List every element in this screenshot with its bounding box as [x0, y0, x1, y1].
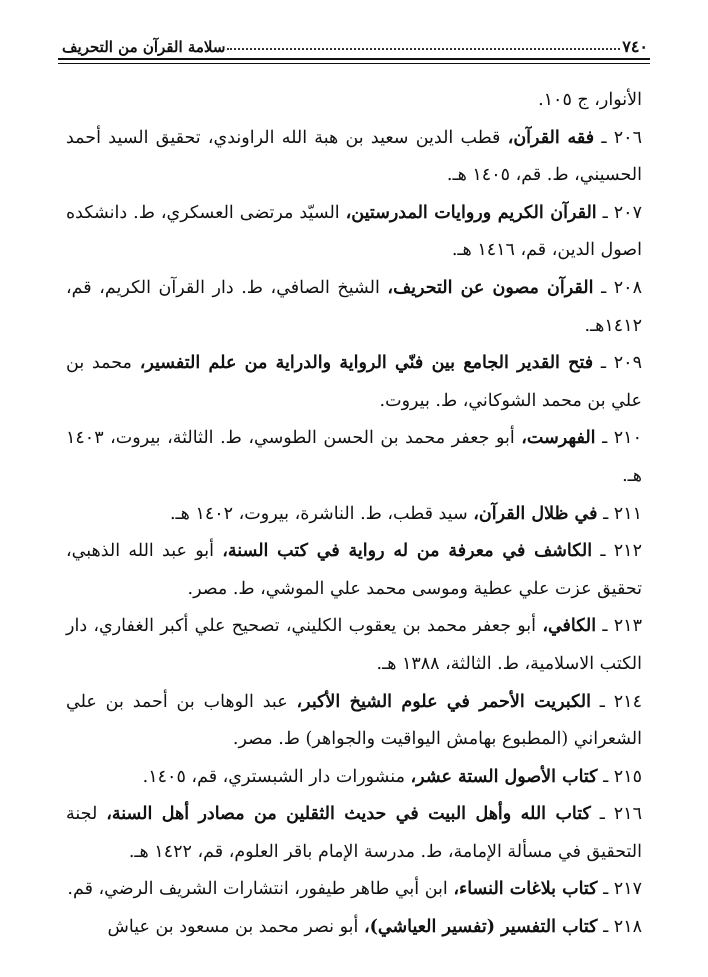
bibliography-entry — [66, 684, 642, 759]
entry-title: القرآن مصون عن التحريف، — [387, 277, 594, 298]
page-number: ٧٤٠ — [622, 37, 648, 56]
entry-number: ٢٠٧ ـ — [602, 202, 642, 223]
entry-number: ٢٠٩ ـ — [600, 353, 642, 374]
entry-details: أبو جعفر محمد بن يعقوب الكليني، تصحيح علي أكبر الغفاري، دار الكتب الاسلامية، ط. الثالثة، ١٣٨٨ هـ. — [66, 616, 642, 674]
entry-details: السيّد مرتضى العسكري، ط. دانشكده اصول الدين، قم، ١٤١٦ هـ. — [66, 202, 642, 261]
entry-title: الكاشف في معرفة من له رواية في كتب السنة، — [222, 541, 593, 562]
entry-number: ٢١١ ـ — [603, 503, 642, 524]
entry-title: الكبريت الأحمر في علوم الشيخ الأكبر، — [296, 691, 591, 712]
entry-number: ٢١٢ ـ — [600, 541, 642, 562]
entry-number: ٢١٨ ـ — [603, 917, 642, 938]
bibliography-entry — [66, 345, 642, 420]
bibliography-entry — [66, 420, 642, 495]
bibliography-entry — [66, 120, 642, 195]
running-header — [58, 30, 650, 56]
bibliography-entry — [66, 533, 642, 608]
entry-details: منشورات دار الشبستري، قم، ١٤٠٥. — [142, 766, 405, 787]
entry-title: القرآن الكريم وروايات المدرستين، — [345, 202, 597, 223]
bibliography-entry — [66, 909, 642, 947]
entry-title: كتاب بلاغات النساء، — [453, 879, 598, 900]
header-leader-dots — [227, 48, 620, 50]
entry-title: في ظلال القرآن، — [473, 503, 598, 524]
entry-details: لجنة التحقيق في مسألة الإمامة، ط. مدرسة الإمام باقر العلوم، قم، ١٤٢٢ هـ. — [66, 804, 642, 862]
entry-number: ٢٠٦ ـ — [601, 127, 642, 148]
running-title: سلامة القرآن من التحريف — [62, 38, 226, 56]
entry-title: الكافي، — [542, 616, 597, 637]
entry-details: أبو عبد الله الذهبي، تحقيق عزت علي عطية وموسى محمد علي الموشي، ط. مصر. — [66, 541, 642, 599]
bibliography-entry — [66, 759, 642, 797]
bibliography-entry — [66, 195, 642, 270]
entry-number: ٢١٣ ـ — [602, 616, 642, 637]
entry-details: ابن أبي طاهر طيفور، انتشارات الشريف الرضي، قم. — [67, 879, 448, 900]
header-rule-thin — [58, 63, 650, 64]
entry-title: فتح القدير الجامع بين فنّي الرواية والدراية من علم التفسير، — [139, 353, 594, 374]
entry-details: قطب الدين سعيد بن هبة الله الراوندي، تحقيق السيد أحمد الحسيني، ط. قم، ١٤٠٥ هـ. — [66, 127, 642, 186]
bibliography-list — [66, 82, 642, 947]
entry-title: الفهرست، — [521, 428, 596, 449]
entry-details: أبو نصر محمد بن مسعود بن عياش — [107, 917, 359, 938]
bibliography-entry: الأنوار، ج ١٠٥. — [538, 90, 642, 110]
entry-number: ٢١٤ ـ — [599, 691, 642, 712]
entry-number: ٢١٠ ـ — [602, 428, 642, 449]
entry-title: كتاب التفسير (تفسير العياشي)، — [363, 917, 598, 938]
bibliography-entry — [66, 496, 642, 534]
entry-number: ٢٠٨ ـ — [601, 277, 642, 298]
entry-number: ٢١٦ ـ — [599, 804, 642, 825]
entry-title: كتاب الأصول الستة عشر، — [410, 766, 598, 787]
entry-title: كتاب الله وأهل البيت في حديث الثقلين من مصادر أهل السنة، — [106, 804, 591, 825]
entry-title: فقه القرآن، — [507, 127, 595, 148]
bibliography-entry — [66, 270, 642, 345]
bibliography-entry — [66, 871, 642, 909]
bibliography-entry — [66, 796, 642, 871]
entry-number: ٢١٥ ـ — [603, 766, 642, 787]
entry-details: الشيخ الصافي، ط. دار القرآن الكريم، قم، ١٤١٢هـ. — [66, 277, 642, 336]
entry-details: عبد الوهاب بن أحمد بن علي الشعراني (المطبوع بهامش اليواقيت والجواهر) ط. مصر. — [66, 691, 642, 750]
entry-details: أبو جعفر محمد بن الحسن الطوسي، ط. الثالثة، بيروت، ١٤٠٣ هـ. — [66, 428, 642, 486]
bibliography-entry — [66, 608, 642, 683]
entry-details: محمد بن علي بن محمد الشوكاني، ط. بيروت. — [66, 353, 642, 411]
header-rule-thick — [58, 58, 650, 60]
entry-number: ٢١٧ ـ — [603, 879, 642, 900]
entry-details: سيد قطب، ط. الناشرة، بيروت، ١٤٠٢ هـ. — [169, 503, 468, 524]
